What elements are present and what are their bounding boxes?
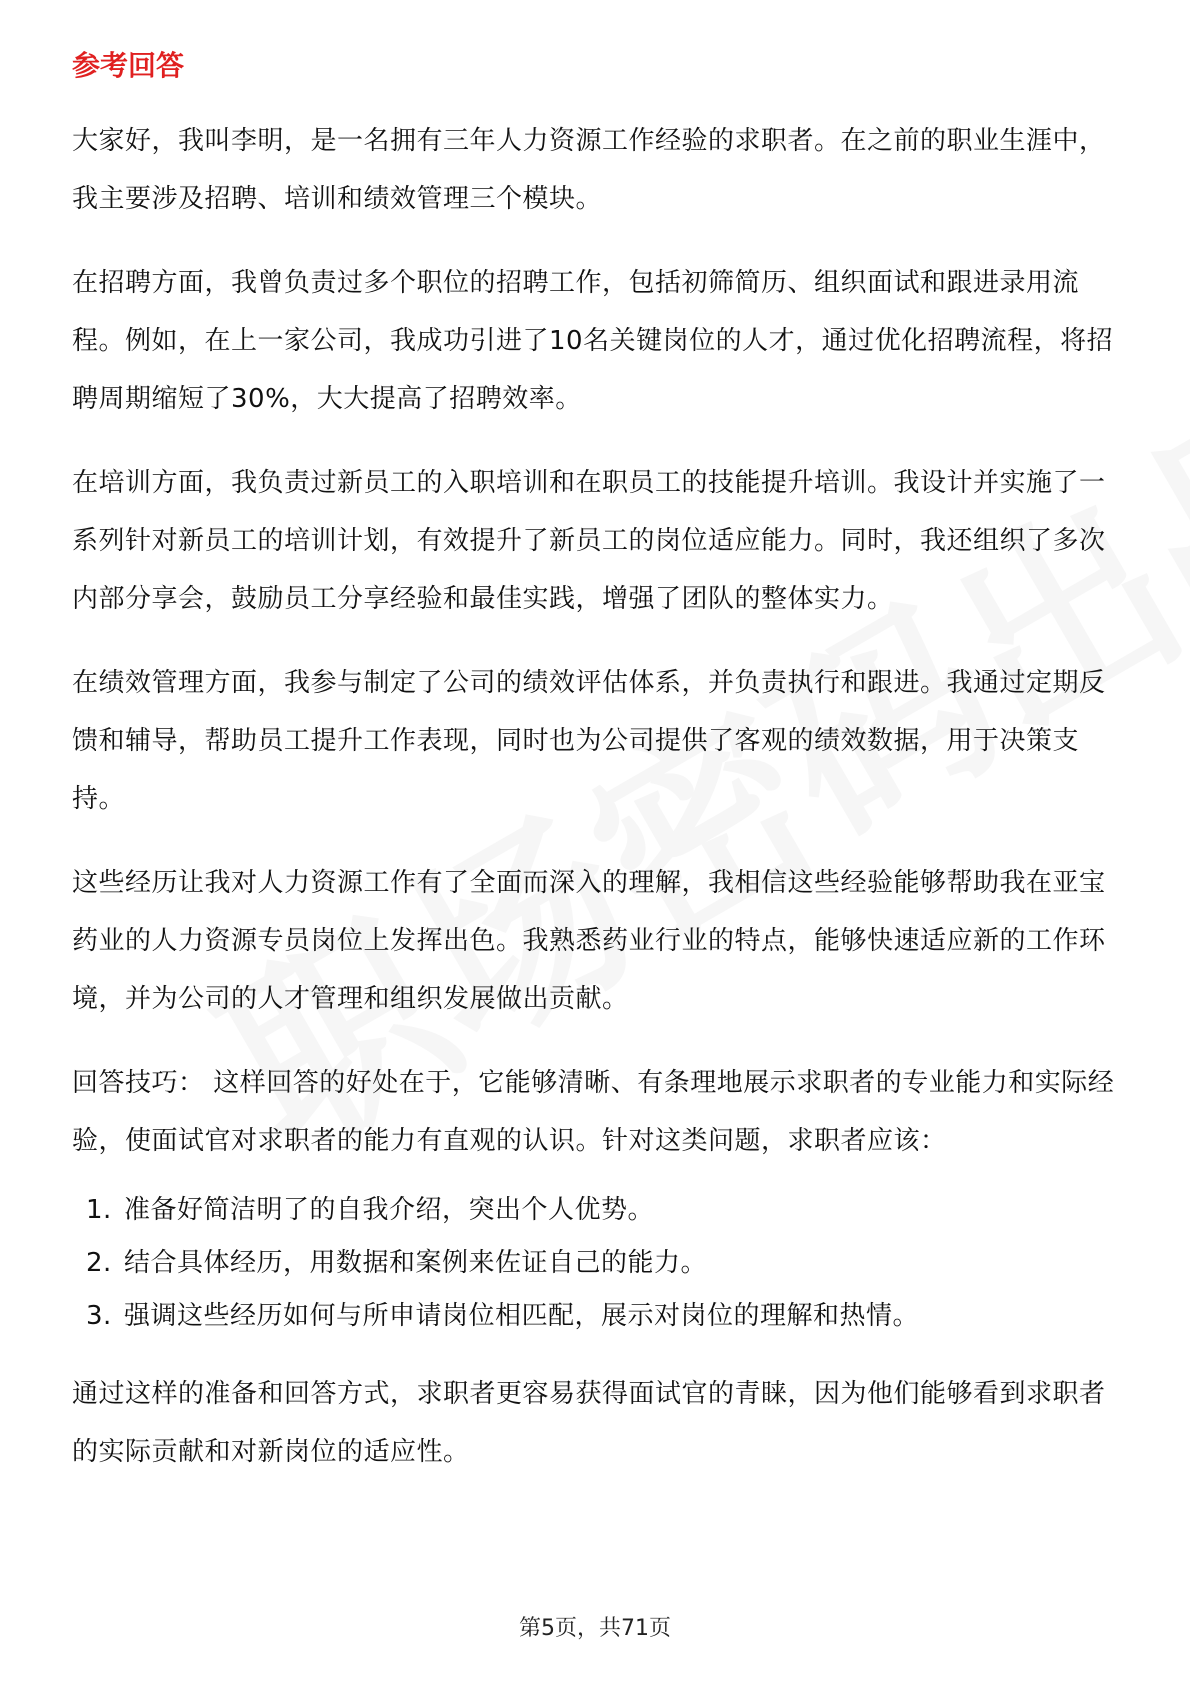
paragraph-recruiting: 在招聘方面，我曾负责过多个职位的招聘工作，包括初筛简历、组织面试和跟进录用流程。例如，在上一家公司，我成功引进了10名关键岗位的人才，通过优化招聘流程，将招聘周期缩短了30%，大大提高了招聘效率。 [72,268,1114,414]
section-title: 参考回答 [72,49,185,82]
list-item-number: 2. [86,1248,112,1278]
list-item-text: 强调这些经历如何与所申请岗位相匹配，展示对岗位的理解和热情。 [124,1301,920,1331]
list-item [72,1294,1118,1339]
paragraph-conclusion: 通过这样的准备和回答方式，求职者更容易获得面试官的青睐，因为他们能够看到求职者的实际贡献和对新岗位的适应性。 [72,1379,1106,1467]
list-item-text: 准备好简洁明了的自我介绍，突出个人优势。 [124,1195,655,1225]
list-item [72,1241,1118,1286]
list-item [72,1188,1118,1233]
document-content [72,46,1118,1507]
paragraph-intro: 大家好，我叫李明，是一名拥有三年人力资源工作经验的求职者。在之前的职业生涯中，我主要涉及招聘、培训和绩效管理三个模块。 [72,126,1106,214]
paragraph-summary: 这些经历让我对人力资源工作有了全面而深入的理解，我相信这些经验能够帮助我在亚宝药业的人力资源专员岗位上发挥出色。我熟悉药业行业的特点，能够快速适应新的工作环境，并为公司的人才管理和组织发展做出贡献。 [72,868,1106,1014]
paragraph-performance: 在绩效管理方面，我参与制定了公司的绩效评估体系，并负责执行和跟进。我通过定期反馈和辅导，帮助员工提升工作表现，同时也为公司提供了客观的绩效数据，用于决策支持。 [72,668,1106,814]
tips-lead: 回答技巧： 这样回答的好处在于，它能够清晰、有条理地展示求职者的专业能力和实际经验，使面试官对求职者的能力有直观的认识。针对这类问题，求职者应该： [72,1068,1115,1156]
tips-list [72,1188,1118,1339]
page-number: 第5页，共71页 [519,1616,671,1641]
list-item-number: 1. [86,1195,112,1225]
paragraph-training: 在培训方面，我负责过新员工的入职培训和在职员工的技能提升培训。我设计并实施了一系列针对新员工的培训计划，有效提升了新员工的岗位适应能力。同时，我还组织了多次内部分享会，鼓励员工分享经验和最佳实践，增强了团队的整体实力。 [72,468,1106,614]
list-item-text: 结合具体经历，用数据和案例来佐证自己的能力。 [124,1248,708,1278]
list-item-number: 3. [86,1301,112,1331]
